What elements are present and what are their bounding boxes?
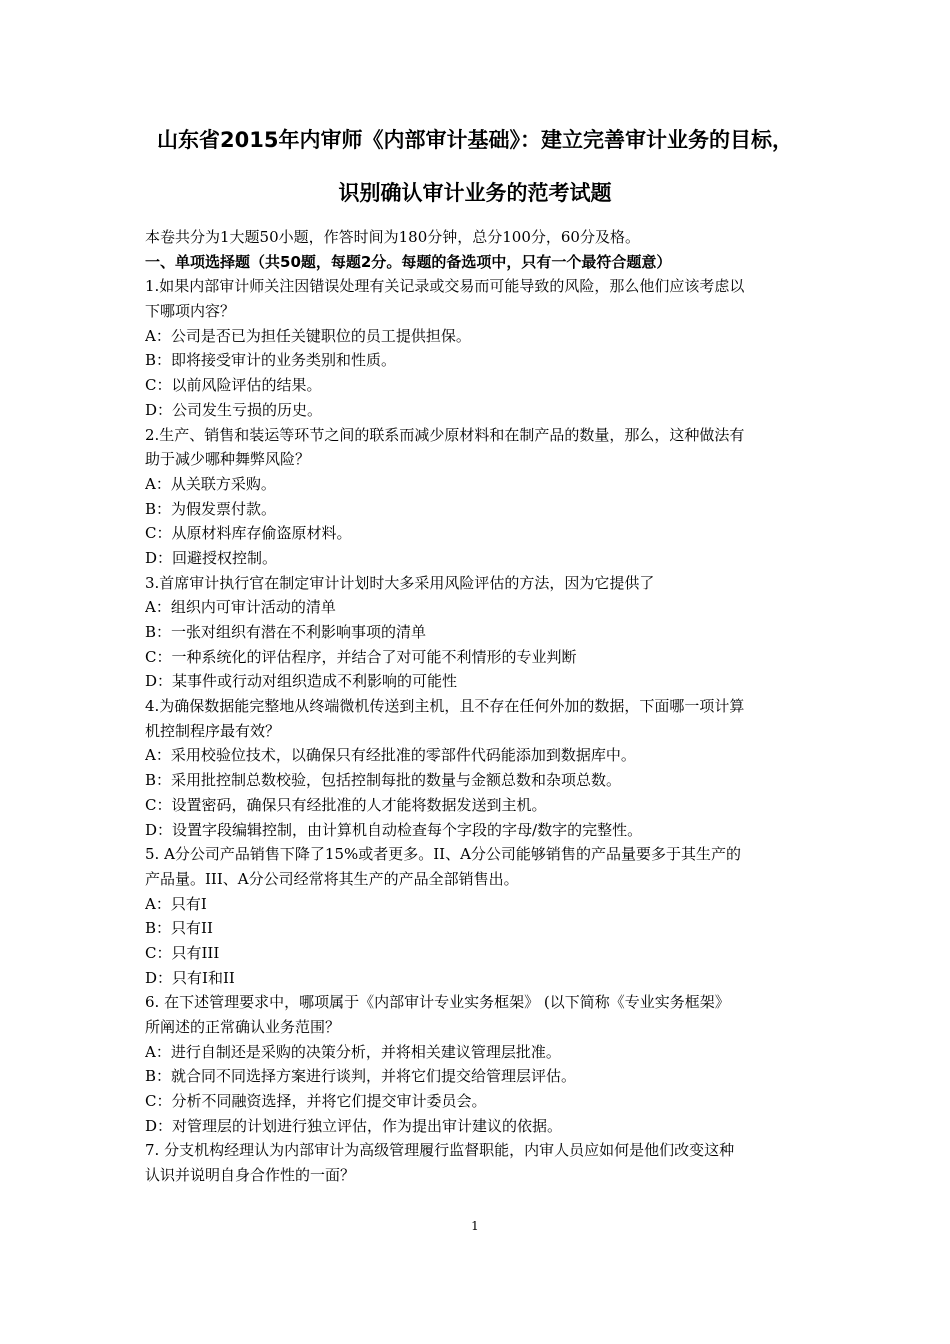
document-body bbox=[145, 225, 815, 1188]
text-line: D：只有I和II bbox=[145, 968, 235, 987]
text-line: 7. 分支机构经理认为内部审计为高级管理履行监督职能，内审人员应如何是他们改变这种 bbox=[145, 1141, 735, 1160]
document-title-line-1: 山东省2015年内审师《内部审计基础》：建立完善审计业务的目标， bbox=[157, 128, 793, 152]
section-heading: 一、单项选择题（共50题，每题2分。每题的备选项中，只有一个最符合题意） bbox=[145, 252, 672, 271]
text-line: B：即将接受审计的业务类别和性质。 bbox=[145, 351, 397, 370]
text-line: 所阐述的正常确认业务范围？ bbox=[145, 1018, 341, 1036]
text-line: D：某事件或行动对组织造成不利影响的可能性 bbox=[145, 672, 458, 691]
text-line: 1.如果内部审计师关注因错误处理有关记录或交易而可能导致的风险，那么他们应该考虑以 bbox=[145, 277, 745, 296]
text-line: B：一张对组织有潜在不利影响事项的清单 bbox=[145, 623, 427, 641]
text-line: A：公司是否已为担任关键职位的员工提供担保。 bbox=[145, 326, 471, 345]
page-number: 1 bbox=[471, 1219, 479, 1233]
text-line: B：只有II bbox=[145, 919, 213, 938]
text-line: A：进行自制还是采购的决策分析，并将相关建议管理层批准。 bbox=[145, 1042, 561, 1061]
text-line: C：一种系统化的评估程序，并结合了对可能不利情形的专业判断 bbox=[145, 647, 577, 666]
text-line: C：以前风险评估的结果。 bbox=[145, 376, 322, 395]
text-line: 产品量。III、A分公司经常将其生产的产品全部销售出。 bbox=[145, 869, 519, 888]
text-line: D：公司发生亏损的历史。 bbox=[145, 400, 323, 419]
text-line: 3.首席审计执行官在制定审计计划时大多采用风险评估的方法，因为它提供了 bbox=[145, 573, 655, 592]
text-line: D：回避授权控制。 bbox=[145, 548, 278, 567]
text-line: A：采用校验位技术，以确保只有经批准的零部件代码能添加到数据库中。 bbox=[145, 746, 636, 765]
document-title-line-2: 识别确认审计业务的范考试题 bbox=[338, 181, 612, 205]
text-line: A：只有I bbox=[145, 894, 207, 913]
text-line: B：为假发票付款。 bbox=[145, 499, 277, 518]
text-line: C：分析不同融资选择，并将它们提交审计委员会。 bbox=[145, 1092, 487, 1111]
text-line: 认识并说明自身合作性的一面？ bbox=[145, 1166, 356, 1185]
text-line: 6. 在下述管理要求中，哪项属于《内部审计专业实务框架》 (以下简称《专业实务框架》 bbox=[145, 993, 730, 1012]
text-line: A：从关联方采购。 bbox=[145, 474, 276, 493]
text-line: C：只有III bbox=[145, 943, 220, 962]
text-line: D：设置字段编辑控制，由计算机自动检查每个字段的字母/数字的完整性。 bbox=[145, 820, 643, 839]
text-line: 助于减少哪种舞弊风险？ bbox=[145, 450, 311, 469]
text-line: 机控制程序最有效？ bbox=[145, 721, 281, 740]
question-list bbox=[145, 274, 815, 1187]
text-line: A：组织内可审计活动的清单 bbox=[145, 598, 336, 617]
text-line: C：设置密码，确保只有经批准的人才能将数据发送到主机。 bbox=[145, 795, 547, 814]
text-line: C：从原材料库存偷盗原材料。 bbox=[145, 524, 352, 543]
text-line: B：采用批控制总数校验，包括控制每批的数量与金额总数和杂项总数。 bbox=[145, 771, 622, 790]
exam-intro: 本卷共分为1大题50小题，作答时间为180分钟，总分100分，60分及格。 bbox=[145, 228, 640, 246]
text-line: B：就合同不同选择方案进行谈判，并将它们提交给管理层评估。 bbox=[145, 1067, 577, 1086]
text-line: 5. A分公司产品销售下降了15%或者更多。II、A分公司能够销售的产品量要多于其生产的 bbox=[145, 845, 741, 864]
text-line: 2.生产、销售和装运等环节之间的联系而减少原材料和在制产品的数量，那么，这种做法有 bbox=[145, 425, 745, 444]
text-line: 4.为确保数据能完整地从终端微机传送到主机，且不存在任何外加的数据，下面哪一项计算 bbox=[145, 697, 745, 716]
text-line: D：对管理层的计划进行独立评估，作为提出审计建议的依据。 bbox=[145, 1116, 563, 1135]
text-line: 下哪项内容？ bbox=[145, 302, 236, 321]
